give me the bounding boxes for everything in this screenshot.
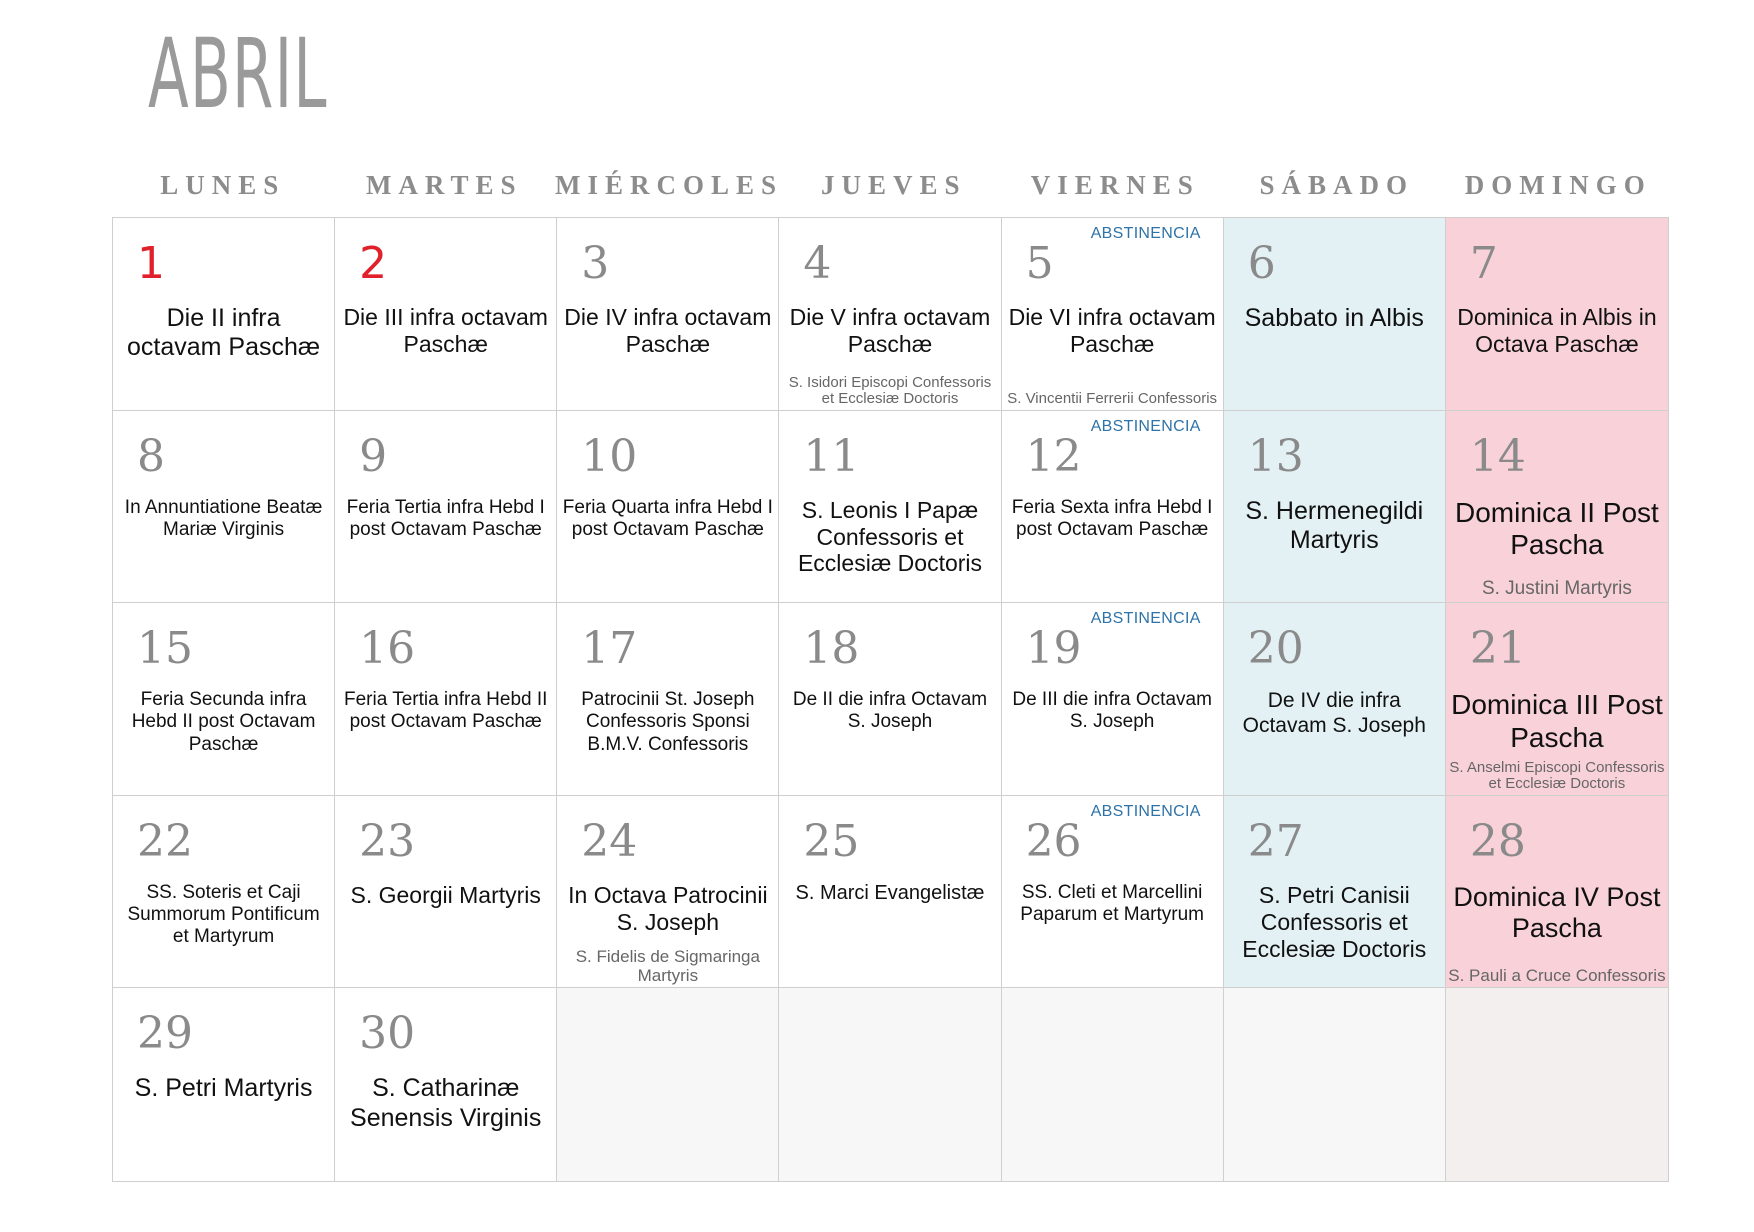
- feast-name: Die III infra octavam Paschæ: [343, 304, 548, 357]
- weekday-sunday: DOMINGO: [1464, 170, 1652, 200]
- secondary-feast: S. Fidelis de Sigmaringa Martyris: [575, 947, 760, 985]
- feast-name: S. Petri Canisii Confessoris et Ecclesiæ Doctoris: [1242, 881, 1427, 962]
- abstinence-label: ABSTINENCIA: [1090, 417, 1201, 435]
- day-number: 30: [359, 1008, 416, 1060]
- day-cell-11[interactable]: [779, 411, 1001, 604]
- empty-cell: [779, 988, 1001, 1181]
- day-cell-24[interactable]: [557, 796, 779, 989]
- feast-name: Dominica II Post Pascha: [1454, 496, 1659, 561]
- day-number: 7: [1469, 238, 1498, 289]
- feast-name: Dominica in Albis in Octava Paschæ: [1457, 304, 1657, 357]
- abstinence-label: ABSTINENCIA: [1090, 225, 1201, 242]
- day-number: 1: [137, 238, 165, 289]
- feast-name: De III die infra Octavam S. Joseph: [1012, 689, 1212, 733]
- day-cell-28[interactable]: [1446, 796, 1668, 989]
- day-cell-1[interactable]: [113, 218, 335, 411]
- weekday-wednesday: MIÉRCOLES: [555, 170, 784, 200]
- day-number: 20: [1247, 623, 1304, 675]
- day-number: 5: [1025, 238, 1054, 289]
- day-number: 19: [1025, 623, 1082, 675]
- day-cell-17[interactable]: [557, 603, 779, 796]
- empty-cell: [557, 988, 779, 1181]
- day-cell-20[interactable]: [1224, 603, 1446, 796]
- feast-name: S. Catharinæ Senensis Virginis: [350, 1074, 542, 1132]
- day-number: 4: [803, 238, 832, 289]
- feast-name: Feria Tertia infra Hebd I post Octavam Paschæ: [346, 496, 545, 540]
- secondary-feast: S. Isidori Episcopi Confessoris et Ecclesiæ Doctoris: [788, 373, 992, 408]
- secondary-feast: S. Pauli a Cruce Confessoris: [1448, 965, 1666, 985]
- abstinence-label: ABSTINENCIA: [1090, 610, 1201, 628]
- day-cell-7[interactable]: [1446, 218, 1668, 411]
- day-cell-29[interactable]: [113, 988, 335, 1181]
- secondary-feast: S. Vincentii Ferrerii Confessoris: [1007, 390, 1218, 408]
- day-cell-6[interactable]: [1224, 218, 1446, 411]
- feast-name: Feria Quarta infra Hebd I post Octavam Paschæ: [562, 496, 773, 540]
- day-cell-22[interactable]: [113, 796, 335, 989]
- weekday-friday: VIERNES: [1030, 170, 1200, 200]
- day-number: 24: [581, 815, 638, 867]
- day-number: 8: [137, 430, 165, 482]
- feast-name: Dominica IV Post Pascha: [1453, 881, 1661, 944]
- day-cell-30[interactable]: [335, 988, 557, 1181]
- day-cell-26[interactable]: [1002, 796, 1224, 989]
- month-title: ABRIL: [148, 18, 328, 130]
- feast-name: Patrocinii St. Joseph Confessoris Sponsi B.M.V. Confessoris: [581, 689, 755, 755]
- day-number: 15: [137, 623, 193, 675]
- feast-name: S. Hermenegildi Martyris: [1245, 496, 1424, 554]
- day-cell-14[interactable]: [1446, 411, 1668, 604]
- secondary-feast: S. Justini Martyris: [1481, 578, 1632, 600]
- day-number: 26: [1025, 815, 1082, 867]
- weekday-thursday: JUEVES: [821, 170, 967, 200]
- day-cell-21[interactable]: [1446, 603, 1668, 796]
- empty-cell: [1446, 988, 1668, 1181]
- feast-name: In Annuntiatione Beatæ Mariæ Virginis: [124, 496, 323, 540]
- feast-name: Feria Secunda infra Hebd II post Octavam Paschæ: [131, 689, 316, 755]
- day-cell-10[interactable]: [557, 411, 779, 604]
- feast-name: In Octava Patrocinii S. Joseph: [568, 881, 768, 935]
- feast-name: De IV die infra Octavam S. Joseph: [1242, 689, 1426, 737]
- weekday-header-row: [112, 170, 1669, 206]
- day-number: 28: [1469, 815, 1526, 867]
- day-cell-23[interactable]: [335, 796, 557, 989]
- weekday-monday: LUNES: [160, 170, 286, 200]
- day-number: 29: [137, 1008, 193, 1060]
- day-number: 25: [803, 815, 860, 867]
- secondary-feast: S. Anselmi Episcopi Confessoris et Ecclesiæ Doctoris: [1449, 758, 1665, 793]
- feast-name: Die VI infra octavam Paschæ: [1008, 304, 1216, 357]
- day-number: 11: [803, 430, 860, 482]
- feast-name: Die IV infra octavam Paschæ: [564, 304, 772, 357]
- feast-name: S. Georgii Martyris: [350, 881, 541, 908]
- day-number: 6: [1247, 238, 1276, 289]
- feast-name: Die II infra octavam Paschæ: [127, 304, 321, 362]
- day-number: 10: [581, 430, 638, 482]
- day-cell-12[interactable]: [1002, 411, 1224, 604]
- empty-cell: [1002, 988, 1224, 1181]
- feast-name: SS. Soteris et Caji Summorum Pontificum et Martyrum: [127, 881, 320, 948]
- feast-name: SS. Cleti et Marcellini Paparum et Martyrum: [1020, 881, 1204, 926]
- day-number: 14: [1469, 430, 1526, 482]
- day-cell-4[interactable]: [779, 218, 1001, 411]
- day-number: 27: [1247, 815, 1304, 867]
- day-number: 21: [1469, 623, 1526, 675]
- day-number: 12: [1025, 430, 1082, 482]
- day-number: 9: [359, 430, 388, 482]
- feast-name: S. Petri Martyris: [134, 1074, 313, 1103]
- day-number: 16: [359, 623, 416, 675]
- feast-name: Die V infra octavam Paschæ: [789, 304, 991, 357]
- day-cell-5[interactable]: [1002, 218, 1224, 411]
- day-cell-9[interactable]: [335, 411, 557, 604]
- feast-name: Feria Sexta infra Hebd I post Octavam Paschæ: [1011, 496, 1213, 540]
- feast-name: Sabbato in Albis: [1244, 304, 1424, 332]
- day-cell-27[interactable]: [1224, 796, 1446, 989]
- day-number: 17: [581, 623, 638, 675]
- weekday-saturday: SÁBADO: [1259, 170, 1415, 200]
- day-number: 13: [1247, 430, 1304, 482]
- feast-name: Feria Tertia infra Hebd II post Octavam Paschæ: [343, 689, 548, 733]
- day-number: 2: [359, 238, 388, 289]
- day-cell-2[interactable]: [335, 218, 557, 411]
- day-cell-25[interactable]: [779, 796, 1001, 989]
- feast-name: S. Marci Evangelistæ: [795, 881, 985, 904]
- day-number: 23: [359, 815, 416, 867]
- feast-name: S. Leonis I Papæ Confessoris et Ecclesiæ Doctoris: [797, 496, 983, 577]
- day-number: 22: [137, 815, 193, 867]
- empty-cell: [1224, 988, 1446, 1181]
- day-number: 18: [803, 623, 860, 675]
- day-number: 3: [581, 238, 610, 289]
- day-cell-18[interactable]: [779, 603, 1001, 796]
- weekday-tuesday: MARTES: [365, 170, 523, 200]
- feast-name: Dominica III Post Pascha: [1451, 689, 1663, 753]
- day-cell-15[interactable]: [113, 603, 335, 796]
- day-cell-3[interactable]: [557, 218, 779, 411]
- day-cell-16[interactable]: [335, 603, 557, 796]
- day-cell-19[interactable]: [1002, 603, 1224, 796]
- day-cell-13[interactable]: [1224, 411, 1446, 604]
- feast-name: De II die infra Octavam S. Joseph: [792, 689, 988, 733]
- abstinence-label: ABSTINENCIA: [1090, 802, 1201, 820]
- calendar-grid: [112, 217, 1669, 1182]
- day-cell-8[interactable]: [113, 411, 335, 604]
